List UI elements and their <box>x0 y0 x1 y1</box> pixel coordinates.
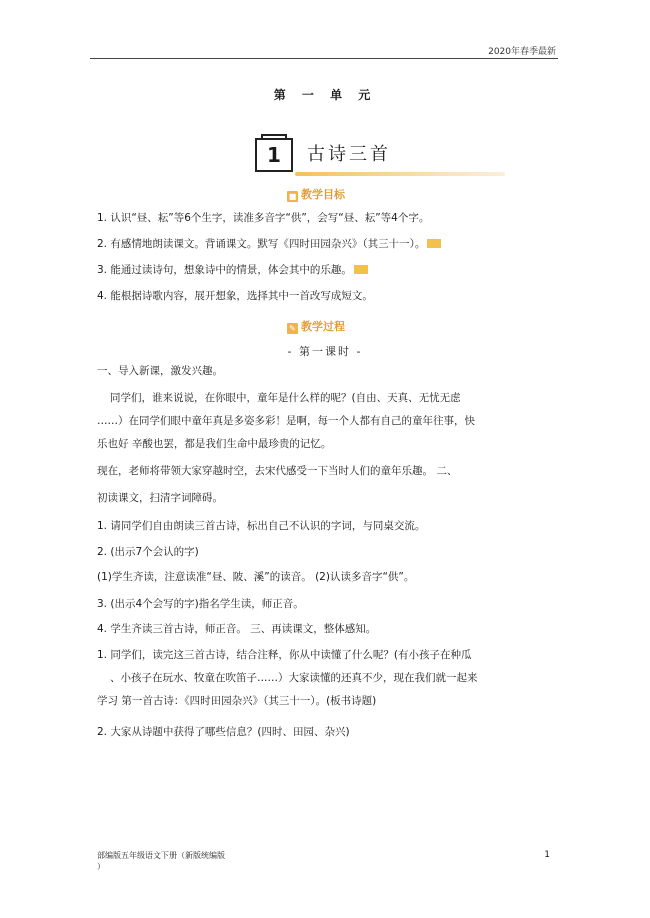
section-process-label: 教学过程 <box>301 320 345 333</box>
section-process <box>287 318 345 334</box>
page-number: 1 <box>544 850 550 860</box>
body-line: 2. 大家从诗题中获得了哪些信息？(四时、田园、杂兴) <box>97 726 350 738</box>
section-goals <box>287 186 345 202</box>
body-line: (1)学生齐读，注意读准“昼、陂、溪”的读音。 (2)认读多音字“供”。 <box>97 571 415 583</box>
body-line: 一、导入新课，激发兴趣。 <box>97 365 223 377</box>
body-line: 同学们，谁来说说，在你眼中，童年是什么样的呢？(自由、天真、无忧无虑 <box>110 392 461 404</box>
goal-3 <box>97 263 368 277</box>
footer-line-2: ） <box>97 862 105 871</box>
goals-icon: ■ <box>288 192 297 201</box>
lesson-heading <box>255 136 505 176</box>
goal-2 <box>97 237 441 251</box>
header-note: 2020年春季最新 <box>488 47 556 57</box>
goal-2-text: 2. 有感情地朗读课文。背诵课文。默写《四时田园杂兴》（其三十一）。 <box>97 238 426 250</box>
body-line: 2. (出示7个会认的字) <box>97 546 199 558</box>
process-icon: ✎ <box>287 323 298 334</box>
body-line: 现在，老师将带领大家穿越时空，去宋代感受一下当时人们的童年乐趣。 二、 <box>97 465 458 477</box>
body-line: 、小孩子在玩水、牧童在吹笛子……）大家读懂的还真不少，现在我们就一起来 <box>110 672 478 684</box>
body-line: 3. (出示4个会写的字)指名学生读，师正音。 <box>97 598 304 610</box>
body-line: 初读课文，扫清字词障碍。 <box>97 492 223 504</box>
footer-left <box>97 850 225 872</box>
body-line: ……）在同学们眼中童年真是多姿多彩！是啊，每一个人都有自己的童年往事，快 <box>97 415 475 427</box>
header-rule <box>90 58 558 59</box>
body-line: 学习 第一首古诗：《四时田园杂兴》（其三十一）。(板书诗题) <box>97 695 377 707</box>
tag-icon <box>427 239 441 248</box>
lesson-underline <box>295 172 505 176</box>
tag-icon <box>354 265 368 274</box>
goal-3-text: 3. 能通过读诗句，想象诗中的情景，体会其中的乐趣。 <box>97 264 352 276</box>
goal-1: 1. 认识“昼、耘”等6个生字，读准多音字“供”，会写“昼、耘”等4个字。 <box>97 212 430 224</box>
lesson-title: 古诗三首 <box>307 144 391 165</box>
body-line: 4. 学生齐读三首古诗，师正音。 三、再读课文，整体感知。 <box>97 623 377 635</box>
body-line: 1. 请同学们自由朗读三首古诗，标出自己不认识的字词，与同桌交流。 <box>97 520 426 532</box>
footer-line-1: 部编版五年级语文下册（新版统编版 <box>97 851 225 860</box>
unit-title: 第 一 单 元 <box>273 88 377 102</box>
body-line: 1. 同学们，读完这三首古诗，结合注释，你从中读懂了什么呢？(有小孩子在种瓜 <box>97 649 472 661</box>
period-title: - 第一课时 - <box>287 345 363 358</box>
section-goals-label: 教学目标 <box>301 188 345 201</box>
body-line: 乐也好 辛酸也罢，都是我们生命中最珍贵的记忆。 <box>97 438 332 450</box>
lesson-number-icon: 1 <box>255 138 293 172</box>
goal-4: 4. 能根据诗歌内容，展开想象，选择其中一首改写成短文。 <box>97 290 373 302</box>
